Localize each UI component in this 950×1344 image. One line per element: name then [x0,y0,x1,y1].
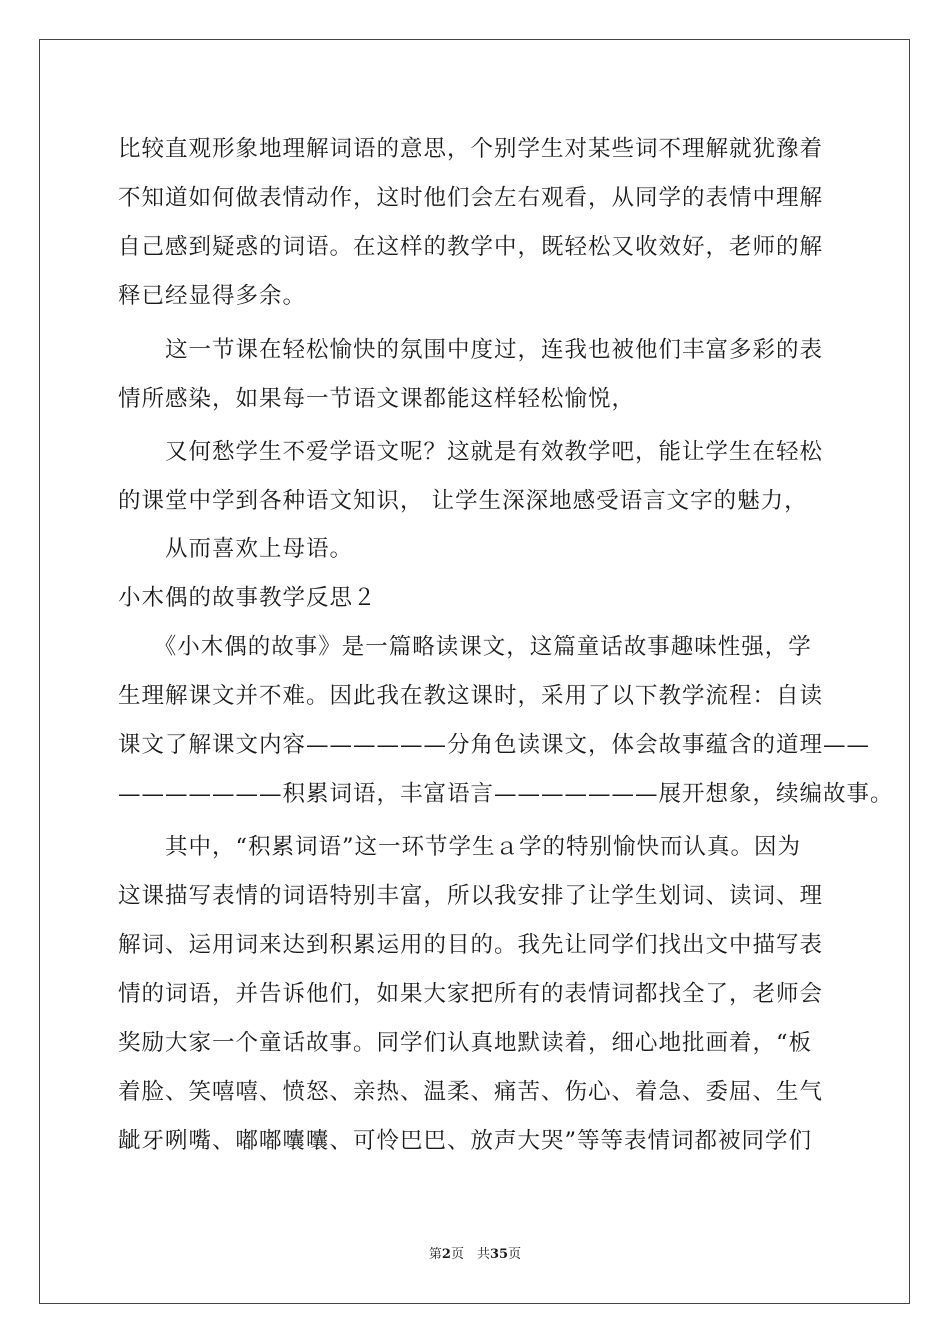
text-line: 释已经显得多余。 [118,283,307,309]
text-line: 着脸、笑嘻嘻、愤怒、亲热、温柔、痛苦、伤心、着急、委屈、生气 [118,1079,824,1105]
text-line: 从而喜欢上母语。 [118,536,354,562]
text-line: 生理解课文并不难。因此我在教这课时，采用了以下教学流程：自读 [118,683,824,709]
text-line: 这课描写表情的词语特别丰富，所以我安排了让学生划词、读词、理 [118,883,824,909]
footer-middle: 页 共 [450,1247,490,1262]
text-line: ———————积累词语，丰富语言———————展开想象，续编故事。 [118,781,894,807]
text-line: 自己感到疑惑的词语。在这样的教学中，既轻松又收效好，老师的解 [118,234,824,260]
text-line: 奖励大家一个童话故事。同学们认真地默读着，细心地批画着，“板 [118,1030,813,1056]
text-line: 又何愁学生不爱学语文呢？这就是有效教学吧，能让学生在轻松 [118,439,824,465]
text-line: 情所感染，如果每一节语文课都能这样轻松愉悦， [118,386,636,412]
page-border [39,39,910,1304]
text-line: 的课堂中学到各种语文知识， 让学生深深地感受语言文字的魅力， [118,488,808,514]
text-line: 《小木偶的故事》是一篇略读课文，这篇童话故事趣味性强，学 [118,634,812,660]
section-heading: 小木偶的故事教学反思２ [118,585,377,611]
current-page-number: 2 [441,1247,451,1262]
text-line: 比较直观形象地理解词语的意思，个别学生对某些词不理解就犹豫着 [118,136,824,162]
text-line: 课文了解课文内容——————分角色读课文，体会故事蕴含的道理—— [118,732,871,758]
text-line: 解词、运用词来达到积累运用的目的。我先让同学们找出文中描写表 [118,932,824,958]
text-line: 不知道如何做表情动作，这时他们会左右观看，从同学的表情中理解 [118,185,824,211]
total-page-count: 35 [489,1247,509,1262]
text-line: 其中，“积累词语”这一环节学生ａ学的特别愉快而认真。因为 [118,834,802,860]
footer-prefix: 第 [428,1247,442,1262]
text-line: 这一节课在轻松愉快的氛围中度过，连我也被他们丰富多彩的表 [118,337,824,363]
text-line: 龇牙咧嘴、嘟嘟囔囔、可怜巴巴、放声大哭”等等表情词都被同学们 [118,1128,813,1154]
page-footer [0,1246,950,1264]
text-line: 情的词语，并告诉他们，如果大家把所有的表情词都找全了，老师会 [118,981,824,1007]
footer-suffix: 页 [508,1247,522,1262]
